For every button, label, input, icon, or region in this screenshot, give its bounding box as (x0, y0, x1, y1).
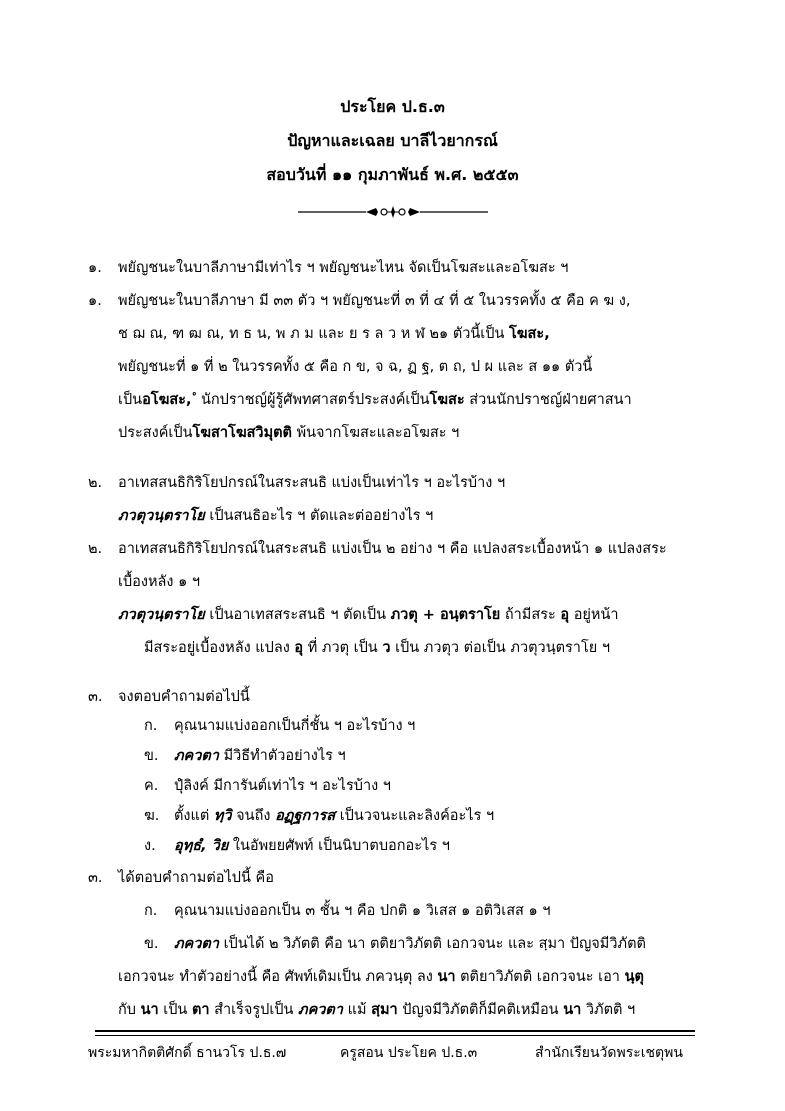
footer-course: ครูสอน ประโยค ป.ธ.๓ (340, 1045, 478, 1061)
sub-question-term: ทฺวิ (213, 808, 232, 824)
sub-question-text: ตั้งแต่ (174, 808, 214, 824)
q3-answer-kh-line-3: กับ นา เป็น ตา สำเร็จรูปเป็น ภควตา แม้ สฺมา ปัญจมีวิภัตติก็มีคติเหมือน นา วิภัตติ ฯ (118, 1002, 636, 1018)
sub-question-text: ในอัพยยศัพท์ เป็นนิบาตบอกอะไร ฯ (228, 838, 450, 854)
q2-answer-line-4: มีสระอยู่เบื้องหลัง แปลง อุ ที่ ภวตุ เป็น ว เป็น ภวตุว ต่อเป็น ภวตุวนฺตราโย ฯ (144, 640, 610, 656)
footer-institution: สำนักเรียนวัดพระเชตุพน (535, 1045, 683, 1061)
sub-question-text: จนถึง (231, 808, 276, 824)
sub-question-text: ปุํลิงค์ มีการันต์เท่าไร ฯ อะไรบ้าง ฯ (174, 778, 391, 794)
q3-sub-question (144, 716, 415, 736)
q1-answer-line-1: ๑. พยัญชนะในบาลีภาษา มี ๓๓ ตัว ฯ พยัญชนะที่ ๓ ที่ ๔ ที่ ๕ ในวรรคทั้ง ๕ คือ ค ฆ ง, (88, 293, 631, 309)
title-subject: ปัญหาและเฉลย บาลีไวยากรณ์ (287, 131, 498, 150)
q3-sub-question (144, 836, 450, 856)
footer-rule-thick (95, 1030, 695, 1032)
q3-answer-kh-line-2: เอกวจนะ ทำตัวอย่างนี้ คือ ศัพท์เดิมเป็น ภควนฺตุ ลง นา ตติยาวิภัตติ เอกวจนะ เอา นฺตุ (118, 969, 644, 985)
q1-answer-line-5: ประสงค์เป็นโฆสาโฆสวิมุตติ พ้นจากโฆสะและอโฆสะ ฯ (118, 425, 460, 441)
q1-question: ๑. พยัญชนะในบาลีภาษามีเท่าไร ฯ พยัญชนะไหน จัดเป็นโฆสะและอโฆสะ ฯ (88, 260, 569, 276)
q2-answer-line-3: ภวตุวนฺตราโย เป็นอาเทสสระสนธิ ฯ ตัดเป็น ภวตุ + อนฺตราโย ถ้ามีสระ อุ อยู่หน้า (118, 607, 619, 623)
sub-question-letter: ค. (144, 778, 159, 794)
sub-question-text: เป็นวจนะและลิงค์อะไร ฯ (335, 808, 495, 824)
sub-question-term: อฏฺฐการส (275, 808, 336, 824)
q2-question-line-2: ภวตุวนฺตราโย เป็นสนธิอะไร ฯ ตัดและต่ออย่างไร ฯ (118, 508, 434, 524)
sub-question-letter: ข. (144, 748, 159, 764)
q2-question: ๒. อาเทสสนธิกิริโยปกรณ์ในสระสนธิ แบ่งเป็นเท่าไร ฯ อะไรบ้าง ฯ (88, 475, 506, 491)
q3-answer-k: ก. คุณนามแบ่งออกเป็น ๓ ชั้น ฯ คือ ปกติ ๑ วิเสส ๑ อติวิเสส ๑ ฯ (144, 903, 551, 919)
sub-question-text: คุณนามแบ่งออกเป็นกี่ชั้น ฯ อะไรบ้าง ฯ (174, 718, 416, 734)
q1-answer-line-2: ช ฌ ณ, ฑ ฒ ณ, ท ธ น, พ ภ ม และ ย ร ล ว ห ฬ ๒๑ ตัวนี้เป็น โฆสะ, (118, 326, 550, 342)
sub-question-term: อุทฺธํ, วิย (174, 838, 229, 854)
q3-answer-kh: ข. ภควตา เป็นได้ ๒ วิภัตติ คือ นา ตติยาวิภัตติ เอกวจนะ และ สฺมา ปัญจมีวิภัตติ (144, 936, 646, 952)
title-grade: ประโยค ป.ธ.๓ (340, 97, 445, 116)
ornament-divider (298, 203, 488, 221)
q1-answer-line-4: เป็นอโฆสะ, ํ นักปราชญ์ผู้รู้ศัพทศาสตร์ประสงค์เป็นโฆสะ ส่วนนักปราชญ์ฝ่ายศาสนา (118, 392, 632, 408)
sub-question-letter: ฆ. (144, 808, 160, 824)
q2-answer-line-1: ๒. อาเทสสนธิกิริโยปกรณ์ในสระสนธิ แบ่งเป็น ๒ อย่าง ฯ คือ แปลงสระเบื้องหน้า ๑ แปลงสระ (88, 541, 667, 557)
q3-sub-question (144, 746, 346, 766)
q2-answer-line-2: เบื้องหลัง ๑ ฯ (118, 574, 201, 590)
footer-author: พระมหากิตติศักดิ์ ธานวโร ป.ธ.๗ (88, 1045, 287, 1061)
q1-answer-line-3: พยัญชนะที่ ๑ ที่ ๒ ในวรรคทั้ง ๕ คือ ก ข, จ ฉ, ฏ ฐ, ต ถ, ป ผ และ ส ๑๑ ตัวนี้ (118, 359, 593, 375)
q3-answer-intro: ๓. ได้ตอบคำถามต่อไปนี้ คือ (88, 870, 274, 886)
sub-question-text: มีวิธีทำตัวอย่างไร ฯ (218, 748, 346, 764)
footer-rule-thin (95, 1035, 695, 1036)
q3-sub-question (144, 806, 494, 826)
title-exam-date: สอบวันที่ ๑๑ กุมภาพันธ์ พ.ศ. ๒๕๕๓ (266, 165, 519, 184)
q3-question: ๓. จงตอบคำถามต่อไปนี้ (88, 689, 250, 705)
sub-question-letter: ง. (144, 838, 156, 854)
sub-question-term: ภควตา (174, 748, 219, 764)
q3-sub-question (144, 776, 391, 796)
sub-question-letter: ก. (144, 718, 158, 734)
